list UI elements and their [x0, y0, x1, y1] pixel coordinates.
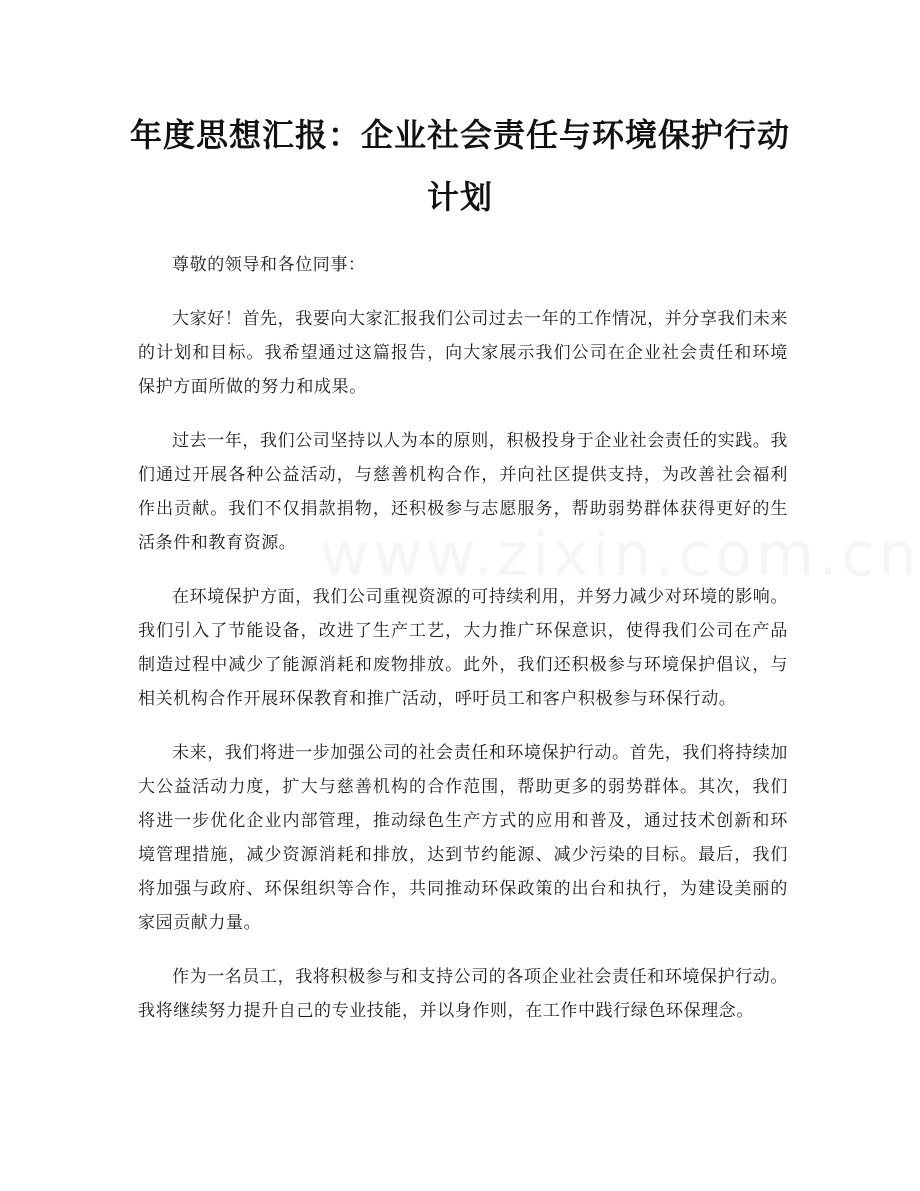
salutation-paragraph: 尊敬的领导和各位同事： [172, 255, 366, 275]
body-paragraph: 大家好！首先，我要向大家汇报我们公司过去一年的工作情况，并分享我们未来的计划和目标。我希望通过这篇报告，向大家展示我们公司在企业社会责任和环境保护方面所做的努力和成果。 [138, 309, 788, 397]
watermark: www.zixin.com.cn [320, 520, 920, 590]
body-paragraph: 作为一名员工，我将积极参与和支持公司的各项企业社会责任和环境保护行动。我将继续努力提升自己的专业技能，并以身作则，在工作中践行绿色环保理念。 [138, 967, 788, 1021]
body-paragraph: 未来，我们将进一步加强公司的社会责任和环境保护行动。首先，我们将持续加大公益活动力度，扩大与慈善机构的合作范围，帮助更多的弱势群体。其次，我们将进一步优化企业内部管理，推动绿色生产方式的应用和普及，通过技术创新和环境管理措施，减少资源消耗和排放，达到节约能源、减少污染的目标。最后，我们将加强与政府、环保组织等合作，共同推动环保政策的出台和执行，为建设美丽的家园贡献力量。 [138, 743, 788, 933]
body-paragraph: 在环境保护方面，我们公司重视资源的可持续利用，并努力减少对环境的影响。我们引入了节能设备，改进了生产工艺，大力推广环保意识，使得我们公司在产品制造过程中减少了能源消耗和废物排放。此外，我们还积极参与环境保护倡议，与相关机构合作开展环保教育和推广活动，呼吁员工和客户积极参与环保行动。 [138, 587, 788, 709]
body-paragraph: 过去一年，我们公司坚持以人为本的原则，积极投身于企业社会责任的实践。我们通过开展各种公益活动，与慈善机构合作，并向社区提供支持，为改善社会福利作出贡献。我们不仅捐款捐物，还积极参与志愿服务，帮助弱势群体获得更好的生活条件和教育资源。 [138, 431, 788, 553]
document-body [138, 248, 788, 1048]
document-title: 年度思想汇报：企业社会责任与环境保护行动计划 [129, 116, 790, 216]
